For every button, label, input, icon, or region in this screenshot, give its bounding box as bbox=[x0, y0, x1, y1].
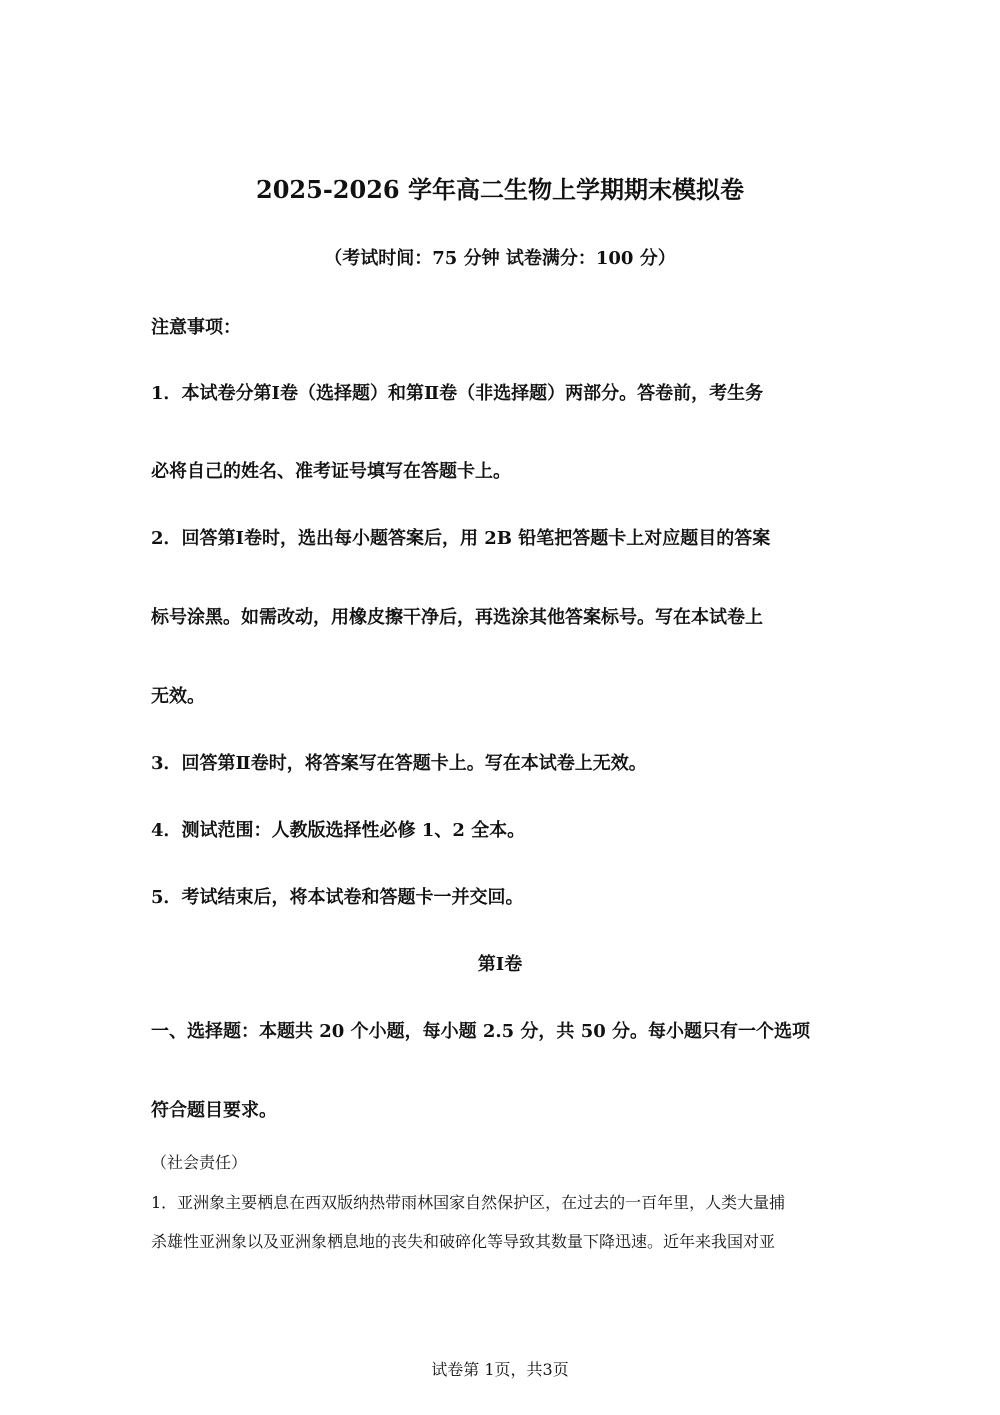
exam-subtitle: （考试时间：75 分钟 试卷满分：100 分） bbox=[324, 248, 676, 269]
notice-line: 4．测试范围：人教版选择性必修 1、2 全本。 bbox=[151, 820, 526, 841]
notice-line: 5．考试结束后，将本试卷和答题卡一并交回。 bbox=[151, 887, 524, 908]
volume-label: 第Ⅰ卷 bbox=[477, 954, 523, 975]
notice-line: 3．回答第Ⅱ卷时，将答案写在答题卡上。写在本试卷上无效。 bbox=[151, 753, 647, 774]
notice-line: 标号涂黑。如需改动，用橡皮擦干净后，再选涂其他答案标号。写在本试卷上 bbox=[151, 607, 763, 628]
notice-heading: 注意事项： bbox=[151, 317, 241, 338]
page-footer: 试卷第 1页，共3页 bbox=[431, 1360, 569, 1379]
notice-line: 1．本试卷分第Ⅰ卷（选择题）和第Ⅱ卷（非选择题）两部分。答卷前，考生务 bbox=[151, 383, 764, 404]
section-heading-line: 一、选择题：本题共 20 个小题，每小题 2.5 分，共 50 分。每小题只有一个选项 bbox=[151, 1021, 811, 1042]
notice-line: 必将自己的姓名、准考证号填写在答题卡上。 bbox=[151, 461, 511, 482]
section-heading-line: 符合题目要求。 bbox=[151, 1100, 277, 1121]
exam-title: 2025-2026 学年高二生物上学期期末模拟卷 bbox=[256, 175, 744, 204]
question-line: 杀雄性亚洲象以及亚洲象栖息地的丧失和破碎化等导致其数量下降迅速。近年来我国对亚 bbox=[151, 1232, 776, 1251]
question-line: 1．亚洲象主要栖息在西双版纳热带雨林国家自然保护区，在过去的一百年里，人类大量捕 bbox=[151, 1193, 786, 1212]
notice-line: 2．回答第Ⅰ卷时，选出每小题答案后，用 2B 铅笔把答题卡上对应题目的答案 bbox=[151, 528, 771, 549]
notice-line: 无效。 bbox=[151, 686, 205, 707]
category-tag: （社会责任） bbox=[151, 1153, 248, 1172]
